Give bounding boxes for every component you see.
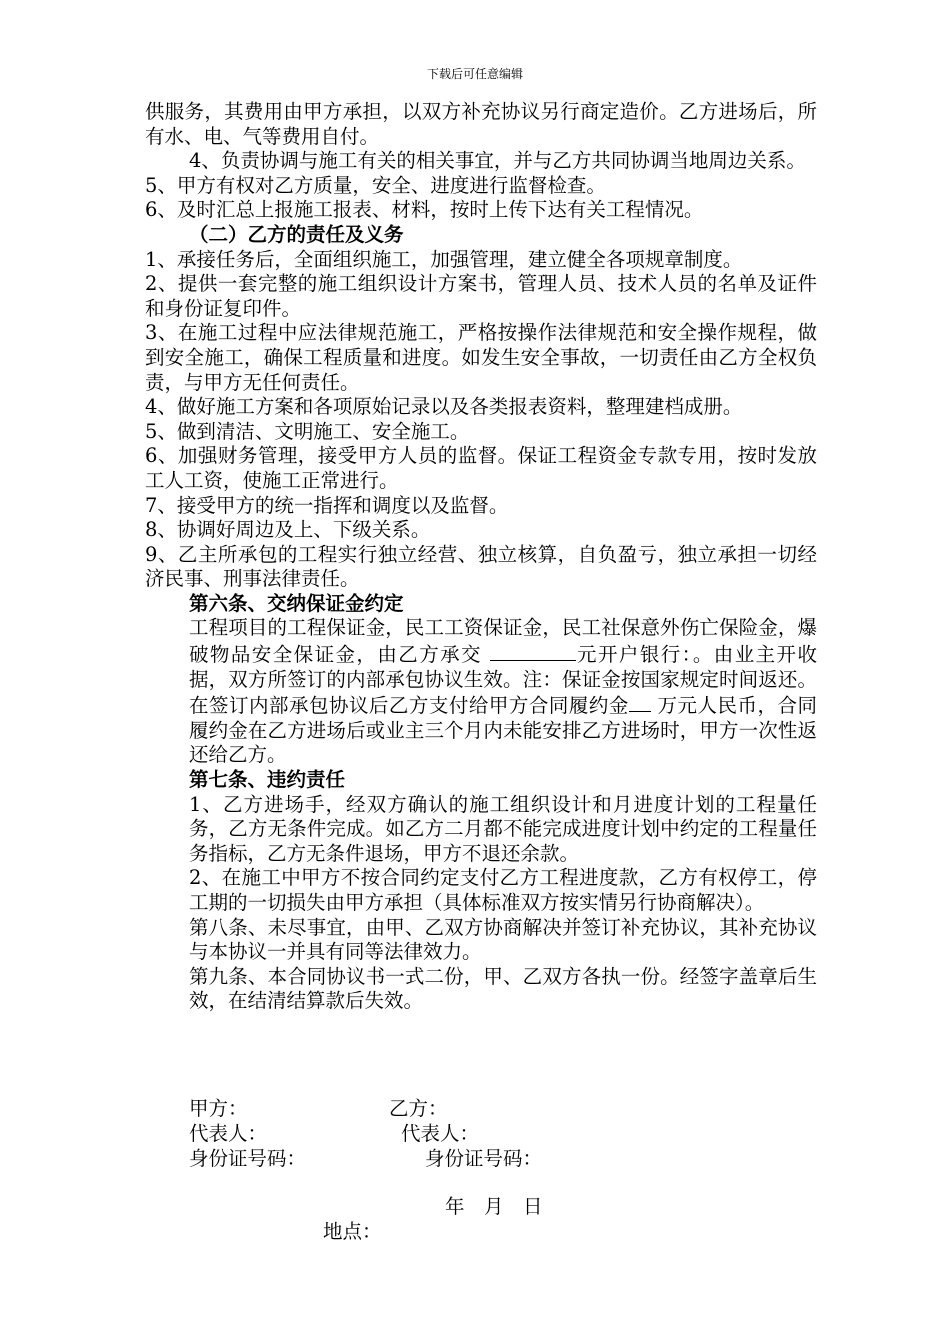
- paragraph: 2、提供一套完整的施工组织设计方案书，管理人员、技术人员的名单及证件和身份证复印件。: [145, 272, 817, 320]
- paragraph: 9、乙主所承包的工程实行独立经营、独立核算，自负盈亏，独立承担一切经济民事、刑事法律责任。: [145, 542, 817, 591]
- paragraph: 1、承接任务后，全面组织施工，加强管理，建立健全各项规章制度。: [145, 247, 743, 271]
- paragraph: 7、接受甲方的统一指挥和调度以及监督。: [145, 493, 509, 517]
- paragraph: 8、协调好周边及上、下级关系。: [145, 518, 431, 542]
- clauses-section-1: [145, 100, 817, 616]
- party-b-label: 乙方：: [389, 1097, 448, 1120]
- document-body: [145, 100, 817, 1014]
- paragraph: 3、在施工过程中应法律规范施工，严格按操作法律规范和安全操作规程，做到安全施工，确保工程质量和进度。如发生安全事故，一切责任由乙方全权负责，与甲方无任何责任。: [145, 321, 817, 394]
- deposit-text-1: 工程项目的工程保证金，民工工资保证金，民工社保意外伤亡保险金，爆破物品安全保证金，由乙方承交: [189, 616, 817, 667]
- paragraph: 第七条、违约责任: [189, 768, 346, 792]
- id-a-label: 身份证号码：: [189, 1147, 307, 1170]
- paragraph: 2、在施工中甲方不按合同约定支付乙方工程进度款，乙方有权停工，停工期的一切损失由甲方承担（具体标准双方按实情另行协商解决）。: [189, 866, 817, 914]
- rep-b-label: 代表人：: [401, 1122, 480, 1145]
- paragraph: 4、负责协调与施工有关的相关事宜，并与乙方共同协调当地周边关系。: [189, 149, 806, 173]
- deposit-paragraph: [145, 616, 817, 768]
- paragraph: 5、做到清洁、文明施工、安全施工。: [145, 419, 470, 443]
- paragraph: 6、加强财务管理，接受甲方人员的监督。保证工程资金专款专用，按时发放工人工资，使施工正常进行。: [145, 444, 817, 492]
- page-header: 下载后可任意编辑: [426, 67, 523, 81]
- paragraph: 6、及时汇总上报施工报表、材料，按时上传下达有关工程情况。: [145, 198, 704, 222]
- paragraph: 4、做好施工方案和各项原始记录以及各类报表资料，整理建档成册。: [145, 395, 743, 419]
- paragraph: 5、甲方有权对乙方质量，安全、进度进行监督检查。: [145, 173, 606, 197]
- clauses-section-2: [145, 768, 817, 1014]
- paragraph: 第九条、本合同协议书一式二份，甲、乙双方各执一份。经签字盖章后生效，在结清结算款后失效。: [189, 964, 817, 1013]
- deposit-text-3: 万元人民币，合同履约金在乙方进场后或业主三个月内未能安排乙方进场时，甲方一次性返还给乙方。: [189, 694, 817, 767]
- deposit-text-2: 元开户银行：。由业主开收据，双方所签订的内部承包协议生效。注：保证金按国家规定时间返还。在签订内部承包协议后乙方支付给甲方合同履约金: [189, 643, 817, 718]
- paragraph: 第六条、交纳保证金约定: [189, 591, 404, 615]
- paragraph: （二）乙方的责任及义务: [189, 222, 404, 246]
- place-label: 地点：: [323, 1220, 382, 1243]
- paragraph: 1、乙方进场手，经双方确认的施工组织设计和月进度计划的工程量任务，乙方无条件完成。如乙方二月都不能完成进度计划中约定的工程量任务指标，乙方无条件退场，甲方不退还余款。: [189, 792, 817, 865]
- paragraph: 供服务，其费用由甲方承担，以双方补充协议另行商定造价。乙方进场后，所有水、电、气等费用自付。: [145, 100, 817, 148]
- party-a-label: 甲方：: [189, 1097, 248, 1120]
- paragraph: 第八条、未尽事宜，由甲、乙双方协商解决并签订补充协议，其补充协议与本协议一并具有同等法律效力。: [189, 915, 817, 964]
- date-line: 年 月 日: [445, 1195, 543, 1218]
- rep-a-label: 代表人：: [189, 1122, 268, 1145]
- deposit-amount-blank: [490, 641, 576, 661]
- performance-bond-blank: [629, 692, 651, 712]
- id-b-label: 身份证号码：: [425, 1147, 543, 1170]
